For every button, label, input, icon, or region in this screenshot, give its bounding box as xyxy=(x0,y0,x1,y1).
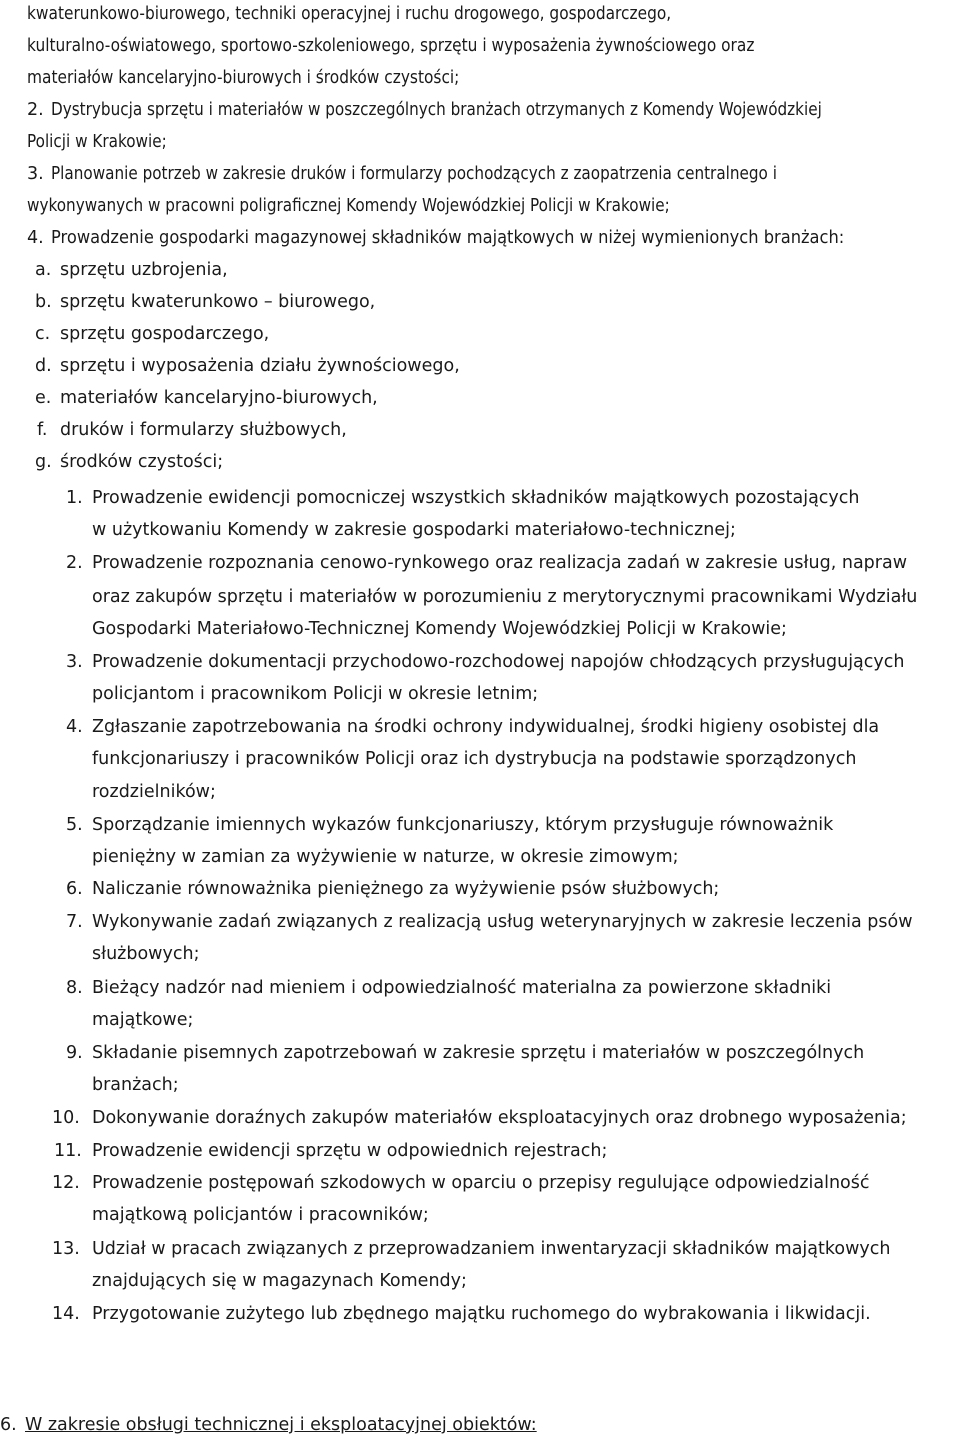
list-number: 6. xyxy=(66,879,83,899)
list-item-text: Dystrybucja sprzętu i materiałów w poszczególnych branżach otrzymanych z Komendy Wojewódzkiej xyxy=(51,100,822,120)
list-item-text: Przygotowanie zużytego lub zbędnego majątku ruchomego do wybrakowania i likwidacji. xyxy=(92,1304,871,1324)
list-item-text: Gospodarki Materiałowo-Technicznej Komendy Wojewódzkiej Policji w Krakowie; xyxy=(92,619,787,639)
list-number: 2. xyxy=(66,553,83,573)
sublist-item: materiałów kancelaryjno-biurowych, xyxy=(60,388,378,408)
list-item-text: w użytkowaniu Komendy w zakresie gospodarki materiałowo-technicznej; xyxy=(92,520,736,540)
list-item-text: wykonywanych w pracowni poligraficznej Komendy Wojewódzkiej Policji w Krakowie; xyxy=(27,196,670,216)
list-item-text: Wykonywanie zadań związanych z realizacją usług weterynaryjnych w zakresie leczenia psów xyxy=(92,912,913,932)
list-item-text: Naliczanie równoważnika pieniężnego za wyżywienie psów służbowych; xyxy=(92,879,720,899)
list-item-text: Bieżący nadzór nad mieniem i odpowiedzialność materialna za powierzone składniki xyxy=(92,978,832,998)
sublist-letter: f. xyxy=(37,420,48,440)
sublist-item: sprzętu i wyposażenia działu żywnościowego, xyxy=(60,356,460,376)
list-item-text: Zgłaszanie zapotrzebowania na środki ochrony indywidualnej, środki higieny osobistej dla xyxy=(92,717,880,737)
list-item-text: znajdujących się w magazynach Komendy; xyxy=(92,1271,467,1291)
list-item-text: Prowadzenie ewidencji sprzętu w odpowiednich rejestrach; xyxy=(92,1141,608,1161)
list-item-text: Planowanie potrzeb w zakresie druków i formularzy pochodzących z zaopatrzenia centralnego i xyxy=(51,164,777,184)
list-number: 2. xyxy=(27,100,44,120)
list-number: 7. xyxy=(66,912,83,932)
list-item-text: Prowadzenie dokumentacji przychodowo-rozchodowej napojów chłodzących przysługujących xyxy=(92,652,905,672)
sublist-item: środków czystości; xyxy=(60,452,224,472)
sublist-item: sprzętu uzbrojenia, xyxy=(60,260,228,280)
list-number: 14. xyxy=(52,1304,80,1324)
list-item-text: rozdzielników; xyxy=(92,782,216,802)
sublist-letter: c. xyxy=(35,324,51,344)
sublist-letter: e. xyxy=(35,388,52,408)
list-number: 4. xyxy=(66,717,83,737)
list-item-text: Składanie pisemnych zapotrzebowań w zakresie sprzętu i materiałów w poszczególnych xyxy=(92,1043,865,1063)
list-number: 9. xyxy=(66,1043,83,1063)
sublist-item: sprzętu gospodarczego, xyxy=(60,324,270,344)
list-item-text: oraz zakupów sprzętu i materiałów w porozumieniu z merytorycznymi pracownikami Wydziału xyxy=(92,587,918,607)
list-number: 4. xyxy=(27,228,44,248)
list-item-text: Prowadzenie rozpoznania cenowo-rynkowego oraz realizacja zadań w zakresie usług, napraw xyxy=(92,553,908,573)
list-number: 3. xyxy=(27,164,44,184)
intro-line: kwaterunkowo-biurowego, techniki operacyjnej i ruchu drogowego, gospodarczego, xyxy=(27,4,672,24)
list-item-text: branżach; xyxy=(92,1075,179,1095)
list-item-text: Prowadzenie ewidencji pomocniczej wszystkich składników majątkowych pozostających xyxy=(92,488,860,508)
list-item-text: Prowadzenie gospodarki magazynowej składników majątkowych w niżej wymienionych branżach: xyxy=(51,228,845,248)
list-item-text: funkcjonariuszy i pracowników Policji oraz ich dystrybucja na podstawie sporządzonych xyxy=(92,749,857,769)
list-item-text: Udział w pracach związanych z przeprowadzaniem inwentaryzacji składników majątkowych xyxy=(92,1239,891,1259)
list-number: 11. xyxy=(54,1141,82,1161)
sublist-letter: a. xyxy=(35,260,52,280)
sublist-item: sprzętu kwaterunkowo – biurowego, xyxy=(60,292,376,312)
list-number: 12. xyxy=(52,1173,80,1193)
list-item-text: Sporządzanie imiennych wykazów funkcjonariuszy, którym przysługuje równoważnik xyxy=(92,815,834,835)
section-heading: W zakresie obsługi technicznej i eksploatacyjnej obiektów: xyxy=(25,1415,537,1435)
list-number: 5. xyxy=(66,815,83,835)
list-item-text: policjantom i pracownikom Policji w okresie letnim; xyxy=(92,684,539,704)
list-number: 10. xyxy=(52,1108,80,1128)
list-number: 8. xyxy=(66,978,83,998)
sublist-item: druków i formularzy służbowych, xyxy=(60,420,347,440)
list-number: 1. xyxy=(66,488,83,508)
list-item-text: Dokonywanie doraźnych zakupów materiałów eksploatacyjnych oraz drobnego wyposażenia; xyxy=(92,1108,907,1128)
list-item-text: służbowych; xyxy=(92,944,200,964)
section-number: 6. xyxy=(0,1415,17,1435)
intro-line: materiałów kancelaryjno-biurowych i środków czystości; xyxy=(27,68,460,88)
sublist-letter: b. xyxy=(35,292,52,312)
sublist-letter: d. xyxy=(35,356,52,376)
list-item-text: majątkową policjantów i pracowników; xyxy=(92,1205,429,1225)
list-number: 13. xyxy=(52,1239,80,1259)
list-item-text: majątkowe; xyxy=(92,1010,194,1030)
intro-line: kulturalno-oświatowego, sportowo-szkoleniowego, sprzętu i wyposażenia żywnościowego oraz xyxy=(27,36,755,56)
list-item-text: Policji w Krakowie; xyxy=(27,132,167,152)
list-item-text: Prowadzenie postępowań szkodowych w oparciu o przepisy regulujące odpowiedzialność xyxy=(92,1173,870,1193)
list-item-text: pieniężny w zamian za wyżywienie w naturze, w okresie zimowym; xyxy=(92,847,679,867)
sublist-letter: g. xyxy=(35,452,52,472)
list-number: 3. xyxy=(66,652,83,672)
